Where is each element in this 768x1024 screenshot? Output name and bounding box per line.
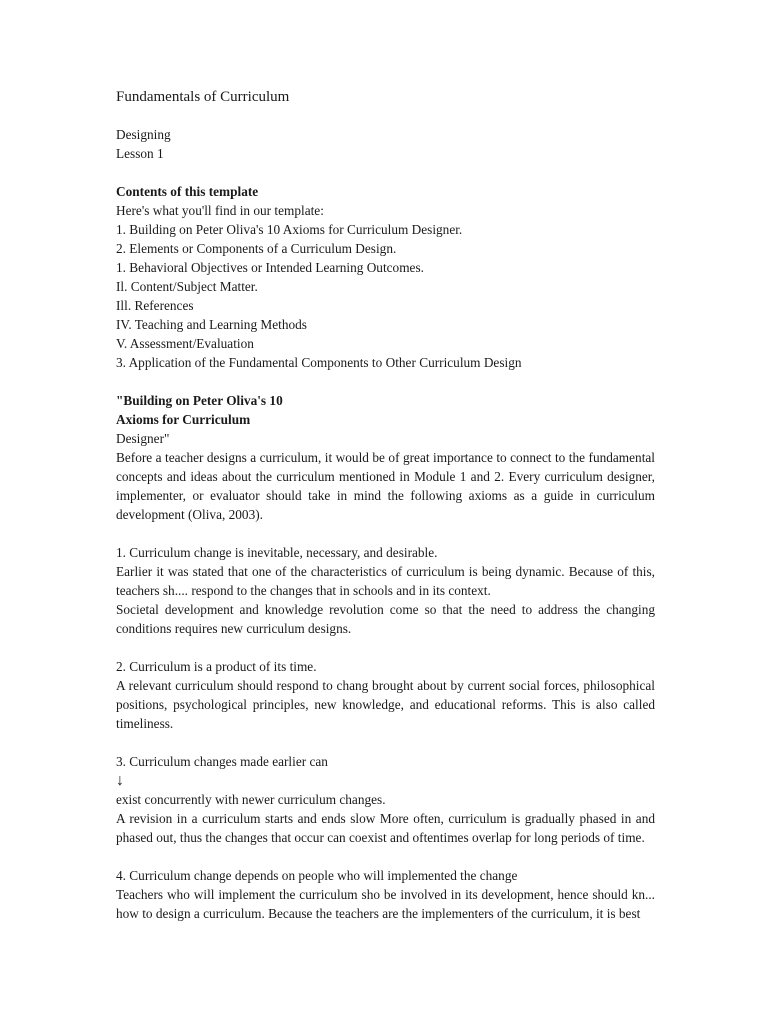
section-intro-paragraph: Before a teacher designs a curriculum, it would be of great importance to connect to the fundamental concepts and ideas about the curriculum mentioned in Module 1 and 2. Every curriculum designer, implementer, or evaluator should take in mind the following axioms as a guide in curriculum development (Oliva, 2003).	[116, 450, 655, 522]
axiom-1-title: 1. Curriculum change is inevitable, necessary, and desirable.	[116, 545, 438, 560]
axiom-3-title: 3. Curriculum changes made earlier can	[116, 754, 328, 769]
section-heading: "Building on Peter Oliva's 10	[116, 393, 283, 408]
axiom-3-title-continued: exist concurrently with newer curriculum changes.	[116, 792, 386, 807]
document-title: Fundamentals of Curriculum	[116, 89, 290, 105]
axiom-4-title: 4. Curriculum change depends on people who will implemented the change	[116, 868, 518, 883]
down-arrow-icon: ↓	[116, 772, 124, 789]
contents-item: 3. Application of the Fundamental Components to Other Curriculum Design	[116, 355, 522, 370]
document-page	[116, 87, 655, 923]
axiom-1-paragraph: Earlier it was stated that one of the characteristics of curriculum is being dynamic. Because of this, teachers sh.... respond to the changes that in schools and in its context.	[116, 564, 655, 598]
contents-item: V. Assessment/Evaluation	[116, 336, 254, 351]
section-heading: Axioms for Curriculum	[116, 412, 251, 427]
subtitle-designing: Designing	[116, 127, 171, 142]
contents-heading: Contents of this template	[116, 184, 259, 199]
axiom-2-title: 2. Curriculum is a product of its time.	[116, 659, 317, 674]
contents-item: Il. Content/Subject Matter.	[116, 279, 258, 294]
axiom-3-paragraph: A revision in a curriculum starts and ends slow More often, curriculum is gradually phased in and phased out, thus the changes that occur can coexist and oftentimes overlap for long periods of time.	[116, 811, 655, 845]
contents-item: Ill. References	[116, 298, 194, 313]
axiom-1-paragraph: Societal development and knowledge revolution come so that the need to address the changing conditions requires new curriculum designs.	[116, 602, 655, 636]
axiom-2-paragraph: A relevant curriculum should respond to chang brought about by current social forces, philosophical positions, psychological principles, new knowledge, and educational reforms. This is also called timeliness.	[116, 678, 655, 731]
subtitle-lesson: Lesson 1	[116, 146, 164, 161]
contents-item: 1. Behavioral Objectives or Intended Learning Outcomes.	[116, 260, 424, 275]
contents-item: 1. Building on Peter Oliva's 10 Axioms for Curriculum Designer.	[116, 222, 463, 237]
axiom-4-paragraph: Teachers who will implement the curriculum sho be involved in its development, hence should kn... how to design a curriculum. Because the teachers are the implementers of the curriculum, it is best	[116, 887, 655, 921]
contents-item: IV. Teaching and Learning Methods	[116, 317, 307, 332]
contents-item: 2. Elements or Components of a Curriculum Design.	[116, 241, 397, 256]
contents-intro: Here's what you'll find in our template:	[116, 203, 324, 218]
section-heading-tail: Designer"	[116, 431, 170, 446]
